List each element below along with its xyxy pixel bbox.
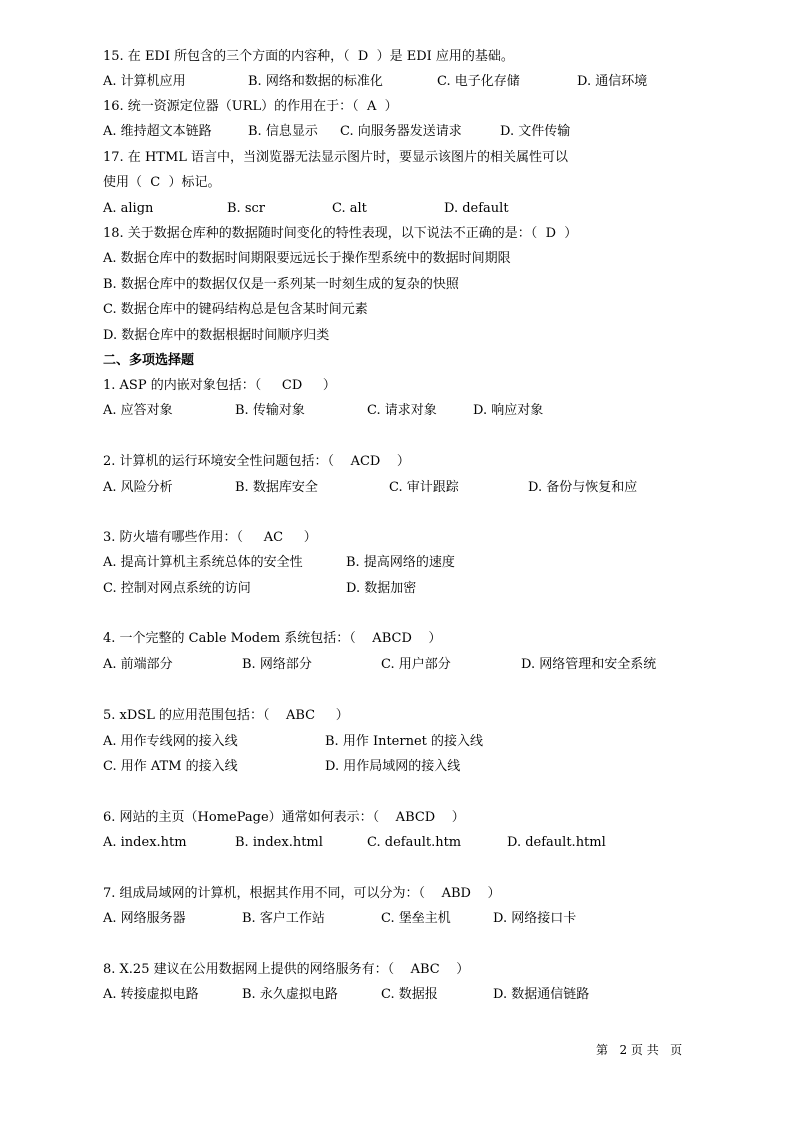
option-b: B. 网络部分 xyxy=(242,657,312,672)
option-d: D. 响应对象 xyxy=(473,403,544,418)
option-d: D. 数据加密 xyxy=(346,581,417,596)
option-d: D. 网络接口卡 xyxy=(493,911,577,926)
option-a: A. 应答对象 xyxy=(103,403,173,418)
section-title: 二、多项选择题 xyxy=(103,353,195,368)
option-b: B. scr xyxy=(227,201,265,216)
option-c: C. 审计跟踪 xyxy=(389,480,459,495)
option-a: A. 用作专线网的接入线 xyxy=(103,734,238,749)
option-b: B. 信息显示 xyxy=(248,124,318,139)
question-18-stem: 18. 关于数据仓库种的数据随时间变化的特性表现，以下说法不正确的是：（ D ） xyxy=(103,226,578,241)
option-a: A. 前端部分 xyxy=(103,657,173,672)
multi-question-2-stem: 2. 计算机的运行环境安全性问题包括：（ ACD ） xyxy=(103,454,410,469)
multi-question-3-stem: 3. 防火墙有哪些作用：（ AC ） xyxy=(103,530,317,545)
option-d: D. default.html xyxy=(507,835,606,850)
multi-question-5-stem: 5. xDSL 的应用范围包括：（ ABC ） xyxy=(103,708,349,723)
question-18-option-b: B. 数据仓库中的数据仅仅是一系列某一时刻生成的复杂的快照 xyxy=(103,277,459,292)
option-c: C. 请求对象 xyxy=(367,403,437,418)
option-c: C. 堡垒主机 xyxy=(381,911,451,926)
option-d: D. 数据通信链路 xyxy=(493,987,590,1002)
option-a: A. 维持超文本链路 xyxy=(103,124,212,139)
option-c: C. 用户部分 xyxy=(381,657,451,672)
option-b: B. 提高网络的速度 xyxy=(346,555,455,570)
option-b: B. 传输对象 xyxy=(235,403,305,418)
multi-question-7-stem: 7. 组成局域网的计算机，根据其作用不同，可以分为：（ ABD ） xyxy=(103,886,501,901)
option-a: A. 网络服务器 xyxy=(103,911,186,926)
option-a: A. 计算机应用 xyxy=(103,74,186,89)
option-c: C. 控制对网点系统的访问 xyxy=(103,581,251,596)
page-number: 第 2 页 共 页 xyxy=(596,1043,683,1057)
question-15-stem: 15. 在 EDI 所包含的三个方面的内容种，（ D ）是 EDI 应用的基础。 xyxy=(103,49,514,64)
option-b: B. 永久虚拟电路 xyxy=(242,987,338,1002)
option-b: B. 网络和数据的标准化 xyxy=(248,74,383,89)
option-c: C. default.htm xyxy=(367,835,462,850)
option-c: C. alt xyxy=(332,201,367,216)
option-d: D. 文件传输 xyxy=(500,124,571,139)
question-18-option-d: D. 数据仓库中的数据根据时间顺序归类 xyxy=(103,328,330,343)
option-b: B. 用作 Internet 的接入线 xyxy=(325,734,484,749)
question-18-option-a: A. 数据仓库中的数据时间期限要远远长于操作型系统中的数据时间期限 xyxy=(103,251,511,266)
option-c: C. 数据报 xyxy=(381,987,438,1002)
multi-question-6-stem: 6. 网站的主页（HomePage）通常如何表示：（ ABCD ） xyxy=(103,810,465,825)
option-b: B. index.html xyxy=(235,835,323,850)
option-a: A. 转接虚拟电路 xyxy=(103,987,199,1002)
multi-question-8-stem: 8. X.25 建议在公用数据网上提供的网络服务有：（ ABC ） xyxy=(103,962,470,977)
option-a: A. index.htm xyxy=(103,835,187,850)
option-b: B. 数据库安全 xyxy=(235,480,318,495)
option-d: D. default xyxy=(444,201,509,216)
option-d: D. 备份与恢复和应 xyxy=(528,480,638,495)
option-d: D. 用作局域网的接入线 xyxy=(325,759,461,774)
option-d: D. 网络管理和安全系统 xyxy=(521,657,657,672)
question-17-stem-cont: 使用（ C ）标记。 xyxy=(103,175,221,190)
option-d: D. 通信环境 xyxy=(577,74,648,89)
option-c: C. 电子化存储 xyxy=(437,74,520,89)
option-a: A. 风险分析 xyxy=(103,480,173,495)
question-16-stem: 16. 统一资源定位器（URL）的作用在于：（ A ） xyxy=(103,99,398,114)
question-17-stem: 17. 在 HTML 语言中，当浏览器无法显示图片时，要显示该图片的相关属性可以 xyxy=(103,150,569,165)
multi-question-4-stem: 4. 一个完整的 Cable Modem 系统包括：（ ABCD ） xyxy=(103,631,442,646)
question-18-option-c: C. 数据仓库中的键码结构总是包含某时间元素 xyxy=(103,302,368,317)
option-c: C. 向服务器发送请求 xyxy=(340,124,462,139)
option-b: B. 客户工作站 xyxy=(242,911,325,926)
option-c: C. 用作 ATM 的接入线 xyxy=(103,759,238,774)
multi-question-8-options xyxy=(103,987,590,1083)
option-a: A. 提高计算机主系统总体的安全性 xyxy=(103,555,303,570)
multi-question-1-stem: 1. ASP 的内嵌对象包括：（ CD ） xyxy=(103,378,336,393)
option-a: A. align xyxy=(103,201,154,216)
